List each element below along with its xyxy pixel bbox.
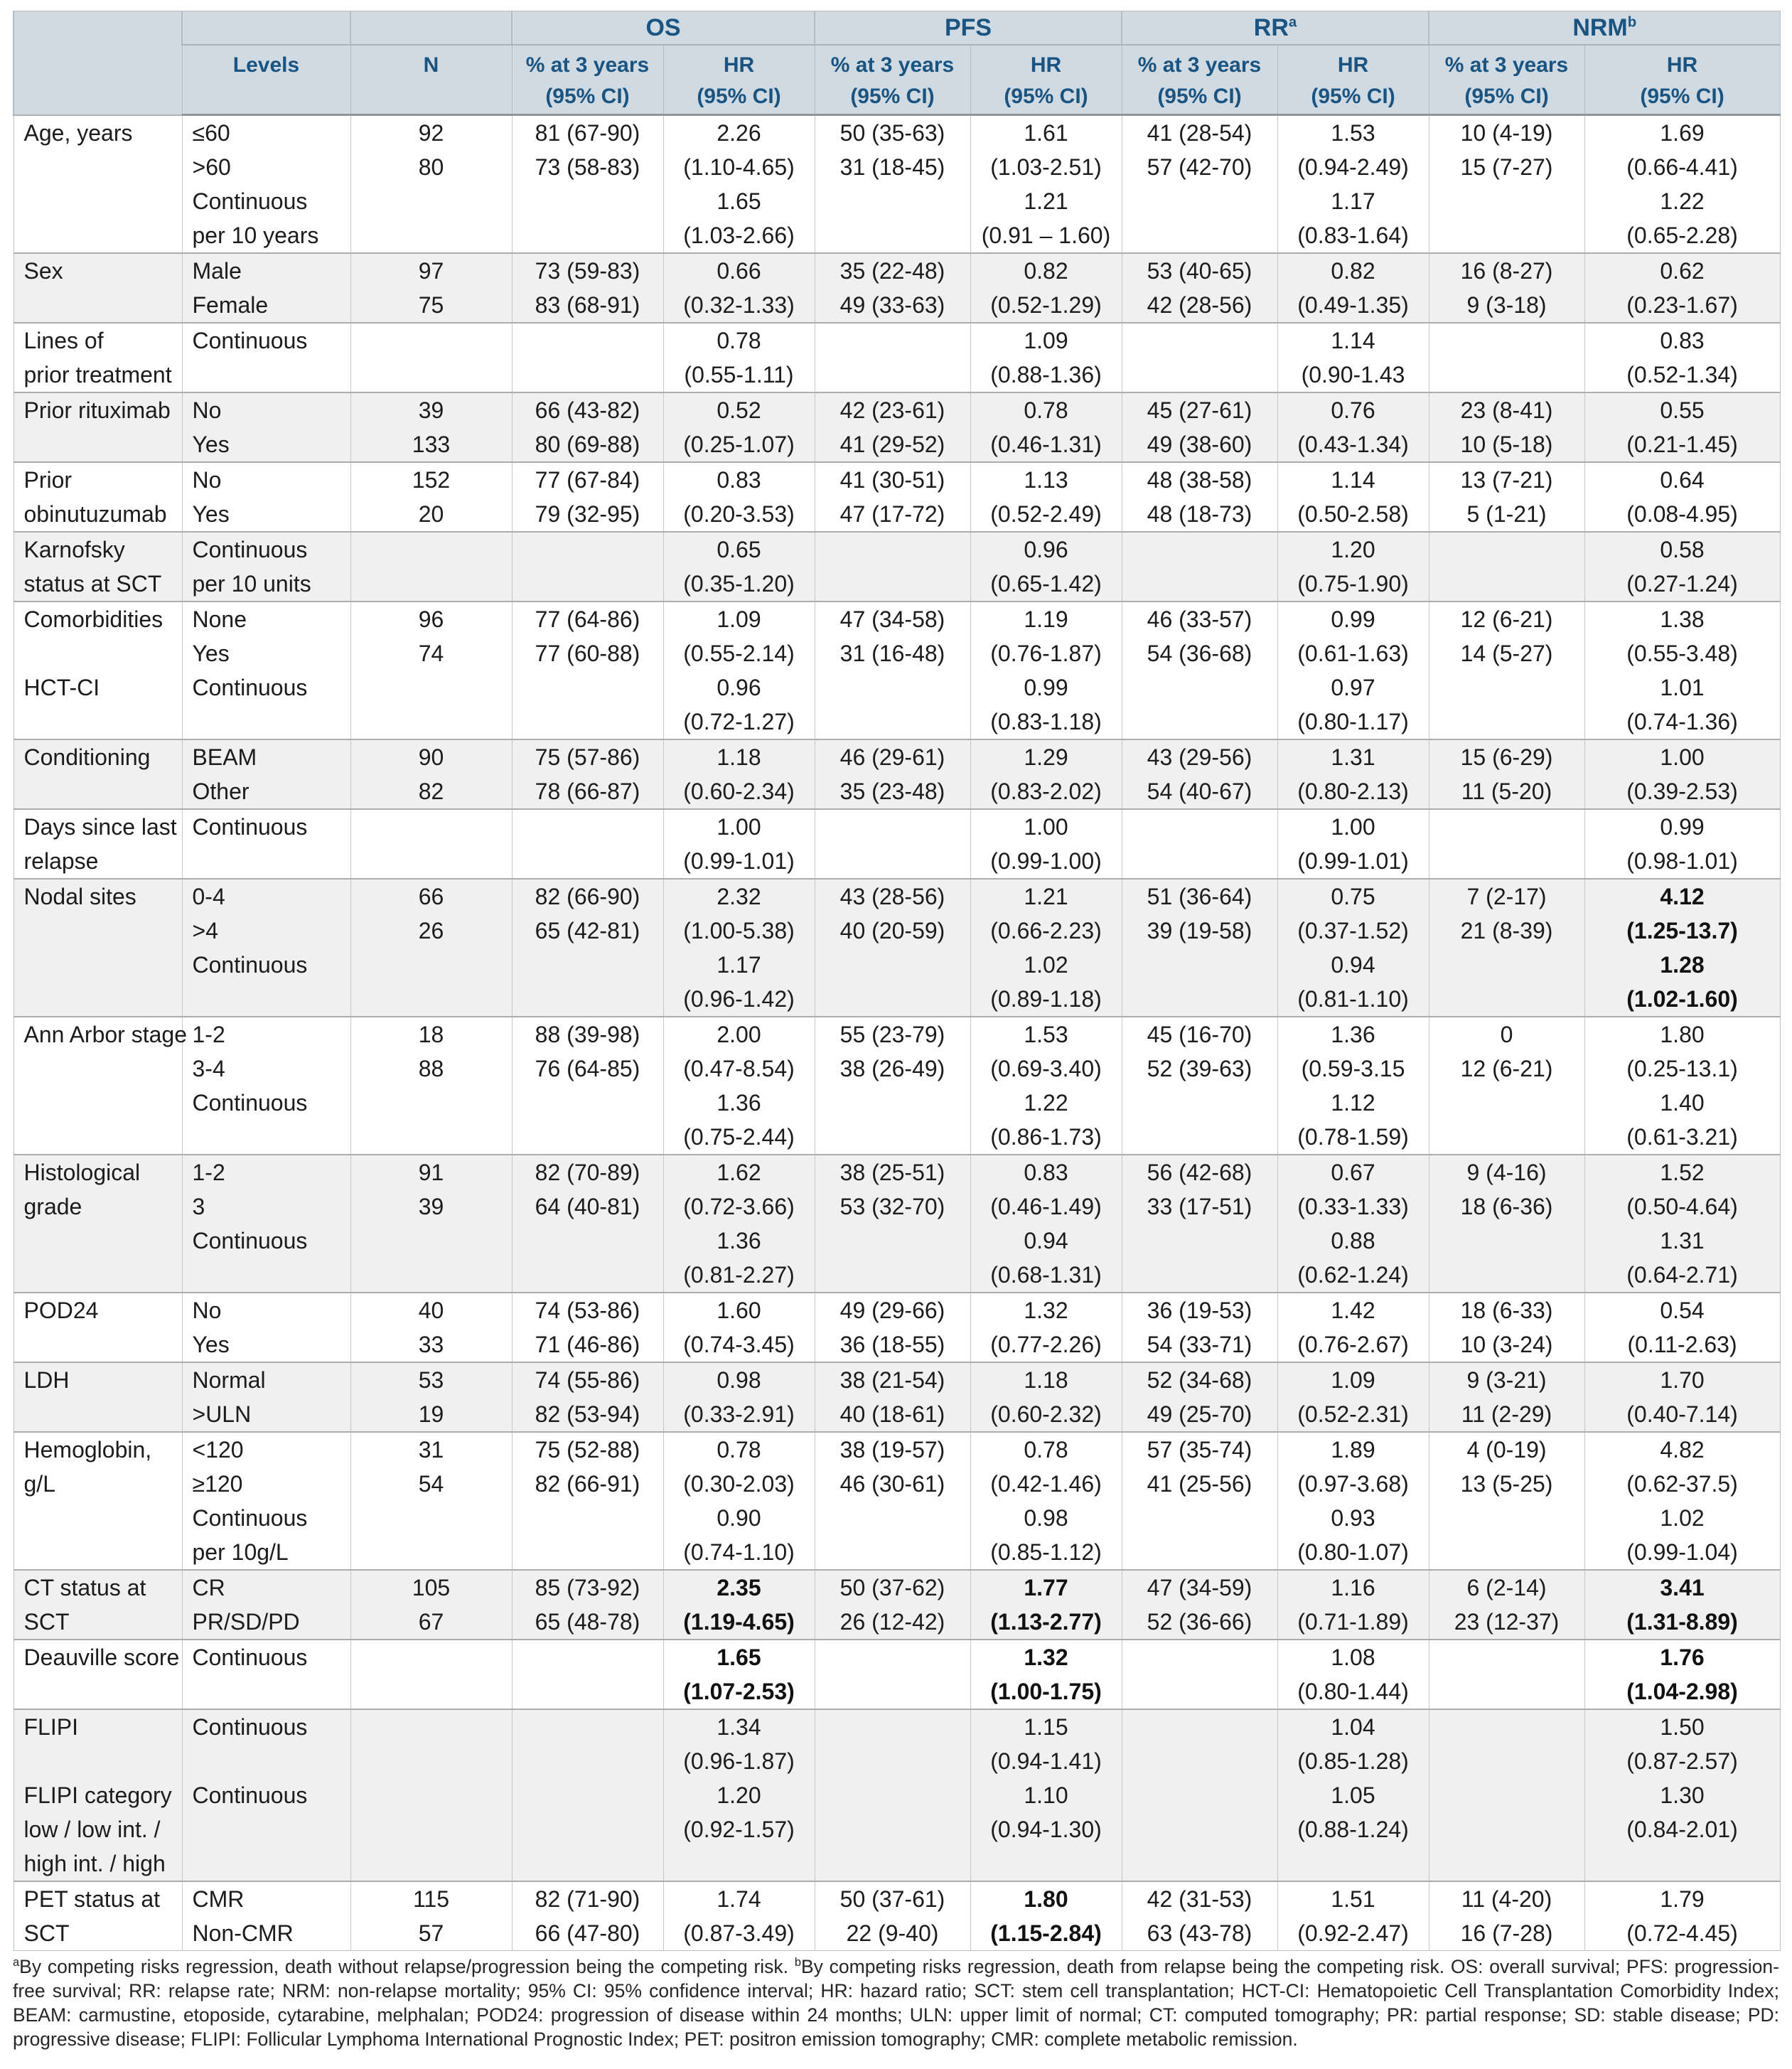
karnofsky-levels: Continuous per 10 units (182, 532, 350, 602)
age-rr_pct: 41 (28-54) 57 (42-70) (1122, 115, 1277, 254)
days-since-last-relapse-rr_pct (1122, 809, 1277, 879)
pet-status-at-sct-nrm_hr: 1.79 (0.72-4.45) (1584, 1881, 1780, 1951)
prior-rituximab-os_pct: 66 (43-82) 80 (69-88) (512, 392, 663, 462)
ann-arbor-stage-nrm_hr: 1.80 (0.25-13.1) 1.40 (0.61-3.21) (1584, 1017, 1780, 1155)
deauville-score-n (350, 1640, 512, 1709)
prior-obinutuzumab-nrm_pct: 13 (7-21) 5 (1-21) (1429, 462, 1584, 532)
table-row-hemoglobin (14, 1432, 1780, 1570)
hemoglobin-rr_pct: 57 (35-74) 41 (25-56) (1122, 1432, 1277, 1570)
flipi-nrm_pct (1429, 1709, 1584, 1778)
histological-grade-pfs_pct: 38 (25-51) 53 (32-70) (815, 1155, 970, 1293)
ct-status-at-sct-pfs_hr: 1.77 (1.13-2.77) (970, 1570, 1122, 1640)
flipi-pfs_pct (815, 1709, 970, 1778)
days-since-last-relapse-pfs_hr: 1.00 (0.99-1.00) (970, 809, 1122, 879)
karnofsky-n (350, 532, 512, 602)
table-row-prior-obinutuzumab (14, 462, 1780, 532)
pod24-pfs_pct: 49 (29-66) 36 (18-55) (815, 1293, 970, 1362)
karnofsky-pfs_hr: 0.96 (0.65-1.42) (970, 532, 1122, 602)
lines-prior-treatment-rr_hr: 1.14 (0.90-1.43 (1277, 323, 1429, 392)
table-row-nodal-sites (14, 879, 1780, 1017)
flipi-category-pfs_pct (815, 1778, 970, 1881)
pet-status-at-sct-os_pct: 82 (71-90) 66 (47-80) (512, 1881, 663, 1951)
ann-arbor-stage-label: Ann Arbor stage (23, 1022, 187, 1047)
conditioning-nrm_pct: 15 (6-29) 11 (5-20) (1429, 739, 1584, 809)
age-label: Age, years (23, 119, 133, 146)
conditioning-label: Conditioning (14, 739, 182, 809)
univariate-analysis-table (13, 11, 1781, 1951)
days-since-last-relapse-pfs_pct (815, 809, 970, 879)
histological-grade-rr_hr: 0.67 (0.33-1.33) 0.88 (0.62-1.24) (1277, 1155, 1429, 1293)
prior-rituximab-n: 39 133 (350, 392, 512, 462)
flipi-levels: Continuous (182, 1709, 350, 1778)
pet-status-at-sct-pfs_pct: 50 (37-61) 22 (9-40) (815, 1881, 970, 1951)
prior-obinutuzumab-levels: No Yes (182, 462, 350, 532)
prior-rituximab-nrm_pct: 23 (8-41) 10 (5-18) (1429, 392, 1584, 462)
table-footnote: $^a$By competing risks regression, death without relapse/progression being the competing risk. $^b$By competing risks regression, death from relapse being the competing risk. OS: overall survival; PFS: progression-free survival; RR: relapse rate; NRM: non-relapse mortality; 95% CI: 95% confidence interval; HR: hazard ratio; SCT: stem cell transplantation; HCT-CI: Hematopoietic Cell Transplantation Comorbidity Index; BEAM: carmustine, etoposide, cytarabine, melphalan; POD24: progression of disease within 24 months; ULN: upper limit of normal; CT: computed tomography; PR: partial response; SD: stable disease; PD: progressive disease; FLIPI: Follicular Lymphoma International Prognostic Index; PET: positron emission tomography; CMR: complete metabolic remission. (13, 1955, 1779, 2050)
hemoglobin-nrm_hr: 4.82 (0.62-37.5) 1.02 (0.99-1.04) (1584, 1432, 1780, 1570)
conditioning-levels: BEAM Other (182, 739, 350, 809)
nodal-sites-pfs_pct: 43 (28-56) 40 (20-59) (815, 879, 970, 1017)
sex-levels: Male Female (182, 253, 350, 323)
ann-arbor-stage-os_pct: 88 (39-98) 76 (64-85) (512, 1017, 663, 1155)
karnofsky-nrm_pct (1429, 532, 1584, 602)
prior-rituximab-rr_pct: 45 (27-61) 49 (38-60) (1122, 392, 1277, 462)
header-nrm-pct: % at 3 years (95% CI) (1429, 45, 1584, 115)
lines-prior-treatment-levels: Continuous (182, 323, 350, 392)
flipi-category-rr_pct (1122, 1778, 1277, 1881)
nodal-sites-rr_pct: 51 (36-64) 39 (19-58) (1122, 879, 1277, 1017)
footnote-superscript-b: b (794, 1955, 801, 1969)
table-row-histological-grade (14, 1155, 1780, 1293)
nodal-sites-rr_hr: 0.75 (0.37-1.52) 0.94 (0.81-1.10) (1277, 879, 1429, 1017)
ann-arbor-stage-pfs_hr: 1.53 (0.69-3.40) 1.22 (0.86-1.73) (970, 1017, 1122, 1155)
age-nrm_hr: 1.69 (0.66-4.41) 1.22 (0.65-2.28) (1584, 115, 1780, 254)
ldh-nrm_hr: 1.70 (0.40-7.14) (1584, 1362, 1780, 1432)
conditioning-os_hr: 1.18 (0.60-2.34) (663, 739, 815, 809)
hemoglobin-label: Hemoglobin, g/L (23, 1437, 152, 1497)
days-since-last-relapse-nrm_pct (1429, 809, 1584, 879)
ct-status-at-sct-levels: CR PR/SD/PD (182, 1570, 350, 1640)
age-pfs_pct: 50 (35-63) 31 (18-45) (815, 115, 970, 254)
ann-arbor-stage-n: 18 88 (350, 1017, 512, 1155)
hemoglobin-nrm_pct: 4 (0-19) 13 (5-25) (1429, 1432, 1584, 1570)
karnofsky-rr_pct (1122, 532, 1277, 602)
pod24-nrm_pct: 18 (6-33) 10 (3-24) (1429, 1293, 1584, 1362)
ct-status-at-sct-rr_hr: 1.16 (0.71-1.89) (1277, 1570, 1429, 1640)
histological-grade-nrm_hr: 1.52 (0.50-4.64) 1.31 (0.64-2.71) (1584, 1155, 1780, 1293)
table-row-flipi-category (14, 1778, 1780, 1881)
deauville-score-label: Deauville score (23, 1645, 180, 1670)
ldh-pfs_hr: 1.18 (0.60-2.32) (970, 1362, 1122, 1432)
karnofsky-pfs_pct (815, 532, 970, 602)
header-rr-hr: HR (95% CI) (1277, 45, 1429, 115)
lines-prior-treatment-n (350, 323, 512, 392)
pod24-os_hr: 1.60 (0.74-3.45) (663, 1293, 815, 1362)
karnofsky-rr_hr: 1.20 (0.75-1.90) (1277, 532, 1429, 602)
lines-prior-treatment-pfs_hr: 1.09 (0.88-1.36) (970, 323, 1122, 392)
ldh-n: 53 19 (350, 1362, 512, 1432)
flipi-label: FLIPI (14, 1709, 182, 1778)
prior-rituximab-label: Prior rituximab (14, 392, 182, 462)
deauville-score-nrm_hr: 1.76 (1.04-2.98) (1584, 1640, 1780, 1709)
nrm-superscript: b (1627, 14, 1637, 31)
conditioning-os_pct: 75 (57-86) 78 (66-87) (512, 739, 663, 809)
nodal-sites-os_hr: 2.32 (1.00-5.38) 1.17 (0.96-1.42) (663, 879, 815, 1017)
days-since-last-relapse-rr_hr: 1.00 (0.99-1.01) (1277, 809, 1429, 879)
nodal-sites-n: 66 26 (350, 879, 512, 1017)
ann-arbor-stage-os_hr: 2.00 (0.47-8.54) 1.36 (0.75-2.44) (663, 1017, 815, 1155)
header-group-row (14, 11, 1780, 46)
prior-obinutuzumab-n: 152 20 (350, 462, 512, 532)
hemoglobin-levels: <120 ≥120 Continuous per 10g/L (182, 1432, 350, 1570)
ct-status-at-sct-pfs_pct: 50 (37-62) 26 (12-42) (815, 1570, 970, 1640)
lines-prior-treatment-os_hr: 0.78 (0.55-1.11) (663, 323, 815, 392)
table-row-sex (14, 253, 1780, 323)
karnofsky-nrm_hr: 0.58 (0.27-1.24) (1584, 532, 1780, 602)
comorbidities-nrm_pct: 12 (6-21) 14 (5-27) (1429, 602, 1584, 739)
histological-grade-n: 91 39 (350, 1155, 512, 1293)
pet-status-at-sct-os_hr: 1.74 (0.87-3.49) (663, 1881, 815, 1951)
hemoglobin-pfs_hr: 0.78 (0.42-1.46) 0.98 (0.85-1.12) (970, 1432, 1122, 1570)
pod24-pfs_hr: 1.32 (0.77-2.26) (970, 1293, 1122, 1362)
header-n: N (350, 45, 512, 115)
lines-prior-treatment-os_pct (512, 323, 663, 392)
days-since-last-relapse-levels: Continuous (182, 809, 350, 879)
days-since-last-relapse-os_hr: 1.00 (0.99-1.01) (663, 809, 815, 879)
flipi-category-label: FLIPI category low / low int. / high int. / high (14, 1778, 182, 1881)
flipi-rr_hr: 1.04 (0.85-1.28) (1277, 1709, 1429, 1778)
header-empty-levels (182, 11, 350, 46)
flipi-category-rr_hr: 1.05 (0.88-1.24) (1277, 1778, 1429, 1881)
pet-status-at-sct-rr_hr: 1.51 (0.92-2.47) (1277, 1881, 1429, 1951)
flipi-category-nrm_hr: 1.30 (0.84-2.01) (1584, 1778, 1780, 1881)
deauville-score-rr_hr: 1.08 (0.80-1.44) (1277, 1640, 1429, 1709)
flipi-nrm_hr: 1.50 (0.87-2.57) (1584, 1709, 1780, 1778)
ct-status-at-sct-os_pct: 85 (73-92) 65 (48-78) (512, 1570, 663, 1640)
footnote-superscript-a: a (13, 1955, 20, 1969)
ldh-label: LDH (14, 1362, 182, 1432)
lines-prior-treatment-pfs_pct (815, 323, 970, 392)
histological-grade-label: Histological grade (14, 1155, 182, 1293)
hemoglobin-rr_hr: 1.89 (0.97-3.68) 0.93 (0.80-1.07) (1277, 1432, 1429, 1570)
ct-status-at-sct-nrm_hr: 3.41 (1.31-8.89) (1584, 1570, 1780, 1640)
flipi-category-n (350, 1778, 512, 1881)
histological-grade-levels: 1-2 3 Continuous (182, 1155, 350, 1293)
ann-arbor-stage-pfs_pct: 55 (23-79) 38 (26-49) (815, 1017, 970, 1155)
pet-status-at-sct-label: PET status at SCT (23, 1886, 160, 1946)
sex-nrm_hr: 0.62 (0.23-1.67) (1584, 253, 1780, 323)
lines-prior-treatment-nrm_hr: 0.83 (0.52-1.34) (1584, 323, 1780, 392)
hemoglobin-n: 31 54 (350, 1432, 512, 1570)
prior-rituximab-pfs_pct: 42 (23-61) 41 (29-52) (815, 392, 970, 462)
ct-status-at-sct-nrm_pct: 6 (2-14) 23 (12-37) (1429, 1570, 1584, 1640)
header-group-nrm: NRM$^b$ (1429, 11, 1780, 46)
prior-rituximab-rr_hr: 0.76 (0.43-1.34) (1277, 392, 1429, 462)
prior-obinutuzumab-os_pct: 77 (67-84) 79 (32-95) (512, 462, 663, 532)
sex-rr_hr: 0.82 (0.49-1.35) (1277, 253, 1429, 323)
flipi-pfs_hr: 1.15 (0.94-1.41) (970, 1709, 1122, 1778)
header-levels: Levels (182, 45, 350, 115)
conditioning-pfs_hr: 1.29 (0.83-2.02) (970, 739, 1122, 809)
pod24-n: 40 33 (350, 1293, 512, 1362)
flipi-n (350, 1709, 512, 1778)
days-since-last-relapse-label: Days since last relapse (23, 814, 177, 874)
conditioning-n: 90 82 (350, 739, 512, 809)
ldh-rr_pct: 52 (34-68) 49 (25-70) (1122, 1362, 1277, 1432)
table-header (14, 11, 1780, 115)
header-pfs-hr: HR (95% CI) (970, 45, 1122, 115)
table-row-deauville-score (14, 1640, 1780, 1709)
days-since-last-relapse-os_pct (512, 809, 663, 879)
ldh-pfs_pct: 38 (21-54) 40 (18-61) (815, 1362, 970, 1432)
rr-superscript: a (1288, 14, 1297, 31)
pet-status-at-sct-rr_pct: 42 (31-53) 63 (43-78) (1122, 1881, 1277, 1951)
nodal-sites-os_pct: 82 (66-90) 65 (42-81) (512, 879, 663, 1017)
sex-rr_pct: 53 (40-65) 42 (28-56) (1122, 253, 1277, 323)
pet-status-at-sct-levels: CMR Non-CMR (182, 1881, 350, 1951)
lines-prior-treatment-rr_pct (1122, 323, 1277, 392)
table-row-comorbidities (14, 602, 1780, 739)
header-corner-cell (14, 11, 182, 115)
flipi-category-levels: Continuous (182, 1778, 350, 1881)
lines-prior-treatment-label: Lines of prior treatment (23, 328, 172, 387)
prior-rituximab-pfs_hr: 0.78 (0.46-1.31) (970, 392, 1122, 462)
age-pfs_hr: 1.61 (1.03-2.51) 1.21 (0.91 – 1.60) (970, 115, 1122, 254)
ct-status-at-sct-label: CT status at SCT (14, 1570, 182, 1640)
comorbidities-levels: None Yes Continuous (182, 602, 350, 739)
comorbidities-os_pct: 77 (64-86) 77 (60-88) (512, 602, 663, 739)
deauville-score-rr_pct (1122, 1640, 1277, 1709)
deauville-score-pfs_pct (815, 1640, 970, 1709)
days-since-last-relapse-nrm_hr: 0.99 (0.98-1.01) (1584, 809, 1780, 879)
sex-label: Sex (14, 253, 182, 323)
table-row-lines-prior-treatment (14, 323, 1780, 392)
table-row-ct-status-at-sct (14, 1570, 1780, 1640)
histological-grade-nrm_pct: 9 (4-16) 18 (6-36) (1429, 1155, 1584, 1293)
conditioning-nrm_hr: 1.00 (0.39-2.53) (1584, 739, 1780, 809)
ann-arbor-stage-rr_hr: 1.36 (0.59-3.15 1.12 (0.78-1.59) (1277, 1017, 1429, 1155)
table-row-pod24 (14, 1293, 1780, 1362)
age-os_pct: 81 (67-90) 73 (58-83) (512, 115, 663, 254)
table-row-days-since-last-relapse (14, 809, 1780, 879)
deauville-score-os_hr: 1.65 (1.07-2.53) (663, 1640, 815, 1709)
lines-prior-treatment-nrm_pct (1429, 323, 1584, 392)
nodal-sites-label: Nodal sites (14, 879, 182, 1017)
table-row-prior-rituximab (14, 392, 1780, 462)
histological-grade-pfs_hr: 0.83 (0.46-1.49) 0.94 (0.68-1.31) (970, 1155, 1122, 1293)
header-nrm-hr: HR (95% CI) (1584, 45, 1780, 115)
conditioning-rr_hr: 1.31 (0.80-2.13) (1277, 739, 1429, 809)
prior-rituximab-os_hr: 0.52 (0.25-1.07) (663, 392, 815, 462)
deauville-score-nrm_pct (1429, 1640, 1584, 1709)
header-os-hr: HR (95% CI) (663, 45, 815, 115)
pod24-rr_hr: 1.42 (0.76-2.67) (1277, 1293, 1429, 1362)
ldh-rr_hr: 1.09 (0.52-2.31) (1277, 1362, 1429, 1432)
sex-pfs_hr: 0.82 (0.52-1.29) (970, 253, 1122, 323)
conditioning-rr_pct: 43 (29-56) 54 (40-67) (1122, 739, 1277, 809)
nodal-sites-pfs_hr: 1.21 (0.66-2.23) 1.02 (0.89-1.18) (970, 879, 1122, 1017)
age-n: 92 80 (350, 115, 512, 254)
header-empty-n (350, 11, 512, 46)
nodal-sites-nrm_pct: 7 (2-17) 21 (8-39) (1429, 879, 1584, 1017)
ann-arbor-stage-levels: 1-2 3-4 Continuous (182, 1017, 350, 1155)
header-group-rr: $RR^a$ (1122, 11, 1429, 46)
flipi-os_hr: 1.34 (0.96-1.87) (663, 1709, 815, 1778)
pod24-os_pct: 74 (53-86) 71 (46-86) (512, 1293, 663, 1362)
prior-obinutuzumab-os_hr: 0.83 (0.20-3.53) (663, 462, 815, 532)
histological-grade-os_hr: 1.62 (0.72-3.66) 1.36 (0.81-2.27) (663, 1155, 815, 1293)
header-pfs-pct: % at 3 years (95% CI) (815, 45, 970, 115)
flipi-category-nrm_pct (1429, 1778, 1584, 1881)
karnofsky-os_hr: 0.65 (0.35-1.20) (663, 532, 815, 602)
deauville-score-pfs_hr: 1.32 (1.00-1.75) (970, 1640, 1122, 1709)
table-row-pet-status-at-sct (14, 1881, 1780, 1951)
deauville-score-levels: Continuous (182, 1640, 350, 1709)
ct-status-at-sct-rr_pct: 47 (34-59) 52 (36-66) (1122, 1570, 1277, 1640)
table-row-ann-arbor-stage (14, 1017, 1780, 1155)
flipi-category-pfs_hr: 1.10 (0.94-1.30) (970, 1778, 1122, 1881)
flipi-category-os_hr: 1.20 (0.92-1.57) (663, 1778, 815, 1881)
histological-grade-os_pct: 82 (70-89) 64 (40-81) (512, 1155, 663, 1293)
sex-n: 97 75 (350, 253, 512, 323)
ldh-os_pct: 74 (55-86) 82 (53-94) (512, 1362, 663, 1432)
days-since-last-relapse-n (350, 809, 512, 879)
nodal-sites-nrm_hr: 4.12 (1.25-13.7) 1.28 (1.02-1.60) (1584, 879, 1780, 1017)
table-row-ldh (14, 1362, 1780, 1432)
hemoglobin-os_pct: 75 (52-88) 82 (66-91) (512, 1432, 663, 1570)
comorbidities-n: 96 74 (350, 602, 512, 739)
pod24-label: POD24 (23, 1298, 99, 1323)
header-group-os: OS (512, 11, 815, 46)
table-row-karnofsky (14, 532, 1780, 602)
pet-status-at-sct-nrm_pct: 11 (4-20) 16 (7-28) (1429, 1881, 1584, 1951)
header-os-pct: % at 3 years (95% CI) (512, 45, 663, 115)
univariate-analysis-table-wrap (13, 11, 1779, 1951)
ct-status-at-sct-os_hr: 2.35 (1.19-4.65) (663, 1570, 815, 1640)
ann-arbor-stage-nrm_pct: 0 12 (6-21) (1429, 1017, 1584, 1155)
age-os_hr: 2.26 (1.10-4.65) 1.65 (1.03-2.66) (663, 115, 815, 254)
sex-nrm_pct: 16 (8-27) 9 (3-18) (1429, 253, 1584, 323)
table-row-age (14, 115, 1780, 254)
header-group-pfs: PFS (815, 11, 1122, 46)
comorbidities-rr_hr: 0.99 (0.61-1.63) 0.97 (0.80-1.17) (1277, 602, 1429, 739)
prior-obinutuzumab-pfs_hr: 1.13 (0.52-2.49) (970, 462, 1122, 532)
ct-status-at-sct-n: 105 67 (350, 1570, 512, 1640)
age-nrm_pct: 10 (4-19) 15 (7-27) (1429, 115, 1584, 254)
comorbidities-nrm_hr: 1.38 (0.55-3.48) 1.01 (0.74-1.36) (1584, 602, 1780, 739)
hemoglobin-pfs_pct: 38 (19-57) 46 (30-61) (815, 1432, 970, 1570)
comorbidities-pfs_hr: 1.19 (0.76-1.87) 0.99 (0.83-1.18) (970, 602, 1122, 739)
ldh-levels: Normal >ULN (182, 1362, 350, 1432)
prior-obinutuzumab-label: Prior obinutuzumab (23, 467, 167, 527)
header-sub-row (14, 45, 1780, 115)
age-rr_hr: 1.53 (0.94-2.49) 1.17 (0.83-1.64) (1277, 115, 1429, 254)
ann-arbor-stage-rr_pct: 45 (16-70) 52 (39-63) (1122, 1017, 1277, 1155)
table-row-flipi (14, 1709, 1780, 1778)
pod24-rr_pct: 36 (19-53) 54 (33-71) (1122, 1293, 1277, 1362)
karnofsky-label: Karnofsky status at SCT (14, 532, 182, 602)
histological-grade-rr_pct: 56 (42-68) 33 (17-51) (1122, 1155, 1277, 1293)
conditioning-pfs_pct: 46 (29-61) 35 (23-48) (815, 739, 970, 809)
prior-rituximab-levels: No Yes (182, 392, 350, 462)
comorbidities-os_hr: 1.09 (0.55-2.14) 0.96 (0.72-1.27) (663, 602, 815, 739)
flipi-category-os_pct (512, 1778, 663, 1881)
table-row-conditioning (14, 739, 1780, 809)
prior-obinutuzumab-rr_hr: 1.14 (0.50-2.58) (1277, 462, 1429, 532)
ldh-os_hr: 0.98 (0.33-2.91) (663, 1362, 815, 1432)
karnofsky-os_pct (512, 532, 663, 602)
age-levels: ≤60 >60 Continuous per 10 years (182, 115, 350, 254)
prior-obinutuzumab-pfs_pct: 41 (30-51) 47 (17-72) (815, 462, 970, 532)
table-body (14, 115, 1780, 1951)
pod24-nrm_hr: 0.54 (0.11-2.63) (1584, 1293, 1780, 1362)
hemoglobin-os_hr: 0.78 (0.30-2.03) 0.90 (0.74-1.10) (663, 1432, 815, 1570)
prior-obinutuzumab-nrm_hr: 0.64 (0.08-4.95) (1584, 462, 1780, 532)
pod24-levels: No Yes (182, 1293, 350, 1362)
comorbidities-rr_pct: 46 (33-57) 54 (36-68) (1122, 602, 1277, 739)
prior-obinutuzumab-rr_pct: 48 (38-58) 48 (18-73) (1122, 462, 1277, 532)
comorbidities-label: Comorbidities HCT-CI (23, 606, 163, 700)
comorbidities-pfs_pct: 47 (34-58) 31 (16-48) (815, 602, 970, 739)
pet-status-at-sct-n: 115 57 (350, 1881, 512, 1951)
flipi-os_pct (512, 1709, 663, 1778)
ldh-nrm_pct: 9 (3-21) 11 (2-29) (1429, 1362, 1584, 1432)
sex-os_pct: 73 (59-83) 83 (68-91) (512, 253, 663, 323)
flipi-rr_pct (1122, 1709, 1277, 1778)
sex-pfs_pct: 35 (22-48) 49 (33-63) (815, 253, 970, 323)
nodal-sites-levels: 0-4 >4 Continuous (182, 879, 350, 1017)
deauville-score-os_pct (512, 1640, 663, 1709)
pet-status-at-sct-pfs_hr: 1.80 (1.15-2.84) (970, 1881, 1122, 1951)
header-rr-pct: % at 3 years (95% CI) (1122, 45, 1277, 115)
sex-os_hr: 0.66 (0.32-1.33) (663, 253, 815, 323)
prior-rituximab-nrm_hr: 0.55 (0.21-1.45) (1584, 392, 1780, 462)
